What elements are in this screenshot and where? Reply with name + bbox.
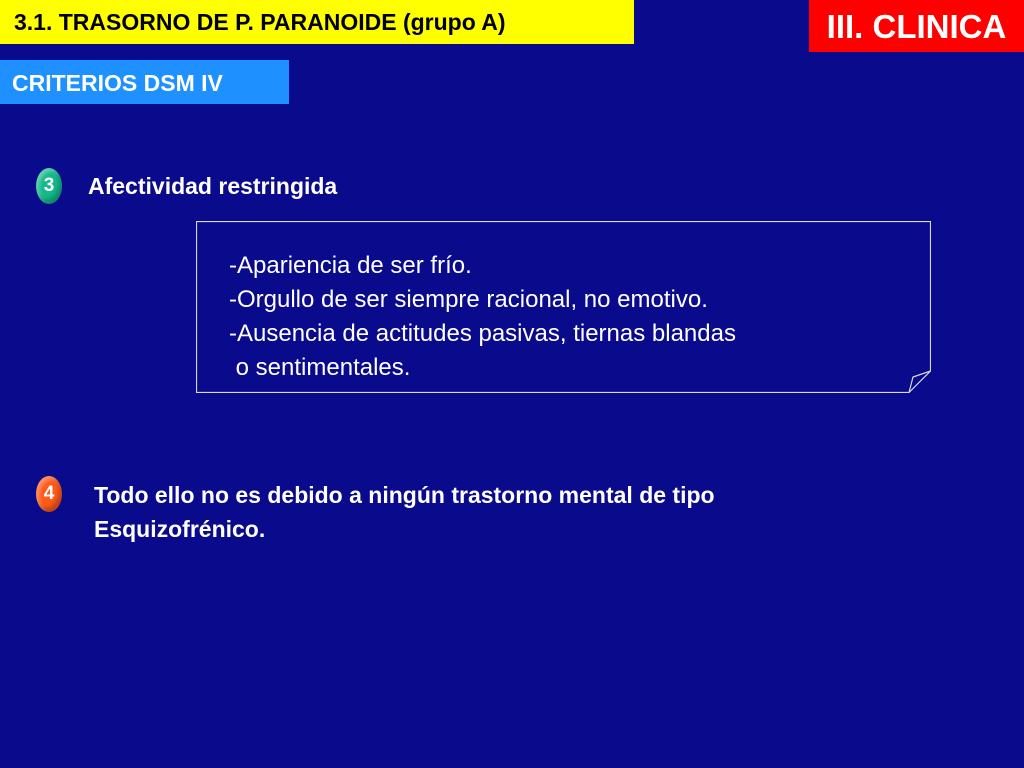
item-3-heading: Afectividad restringida	[88, 173, 338, 199]
slide-title: 3.1. TRASORNO DE P. PARANOIDE (grupo A)	[0, 0, 634, 44]
criteria-label: CRITERIOS DSM IV	[0, 60, 289, 104]
item-4-line-2: Esquizofrénico.	[94, 516, 266, 542]
note-line: -Ausencia de actitudes pasivas, tiernas blandas	[229, 320, 736, 347]
note-line: -Orgullo de ser siempre racional, no emotivo.	[229, 286, 708, 313]
note-line: -Apariencia de ser frío.	[229, 252, 472, 279]
note-box	[196, 221, 931, 393]
item-number-badge-3: 3	[36, 168, 62, 204]
item-4-text	[94, 478, 914, 546]
item-4-line-1: Todo ello no es debido a ningún trastorno mental de tipo	[94, 482, 715, 508]
note-lines	[229, 249, 736, 385]
item-number-badge-4: 4	[36, 476, 62, 512]
note-line: o sentimentales.	[229, 354, 411, 381]
section-label: III. CLINICA	[809, 0, 1024, 52]
